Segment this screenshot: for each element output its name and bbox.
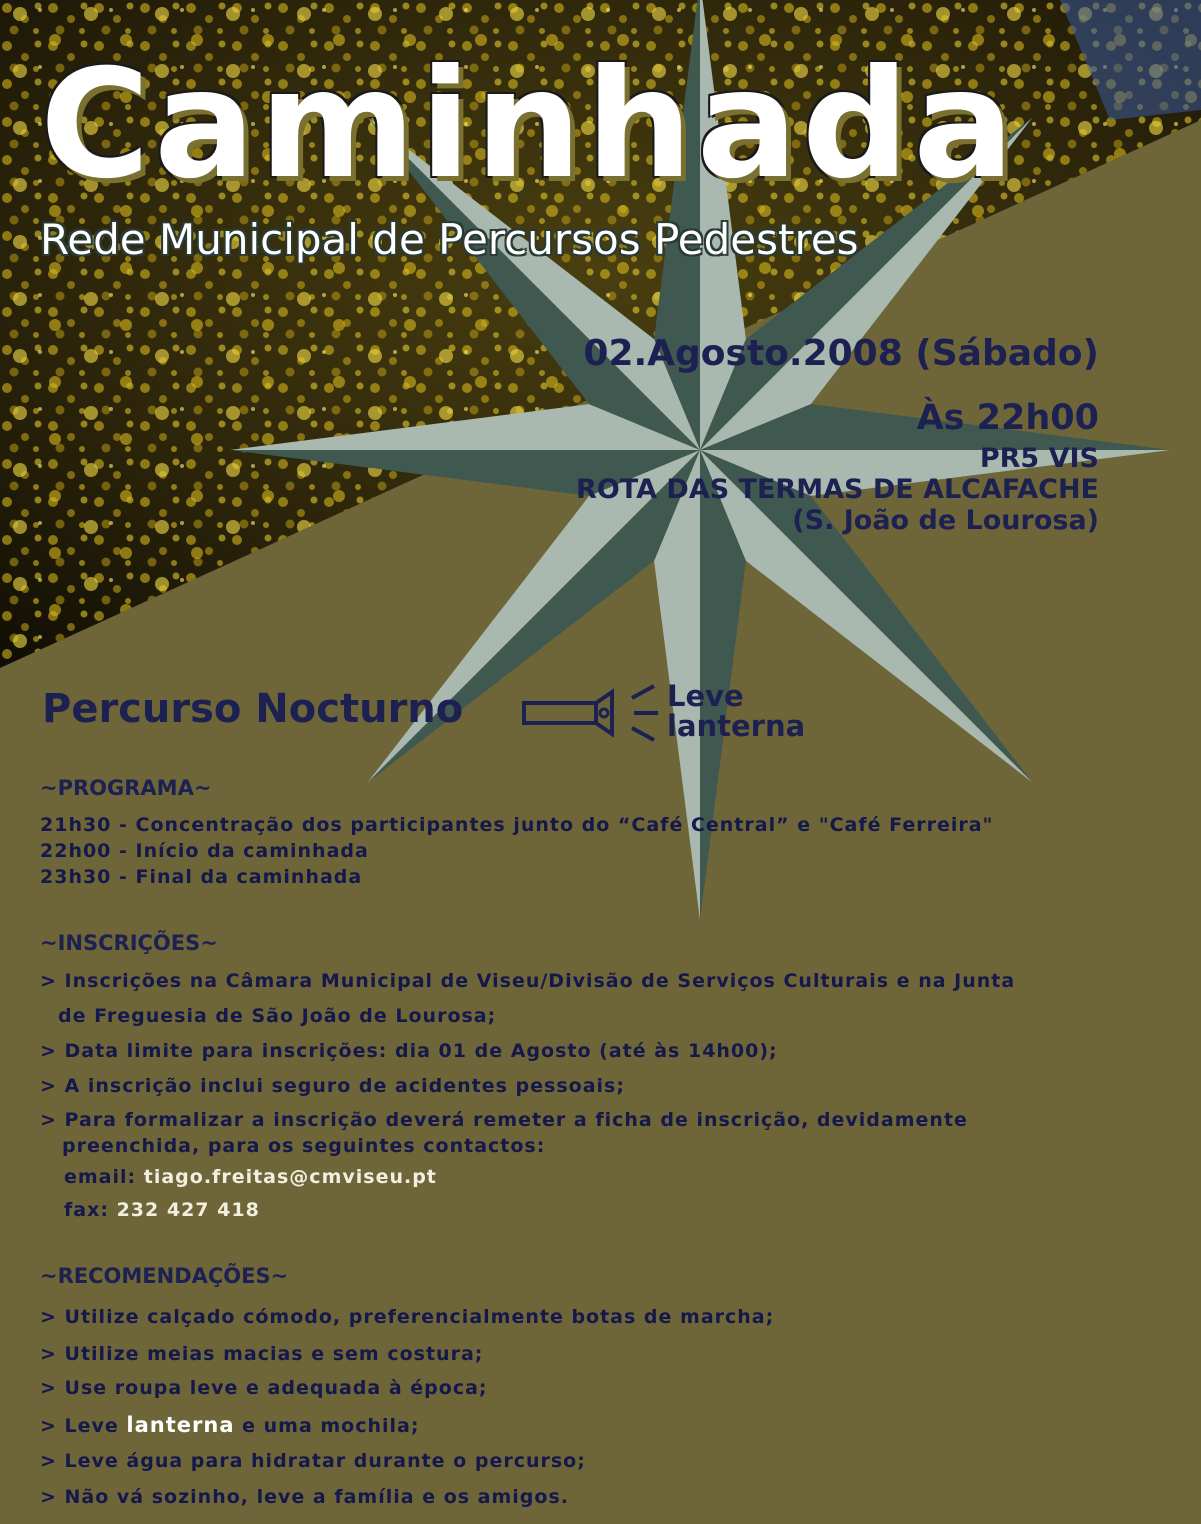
inscricoes-line: > A inscrição inclui seguro de acidentes pessoais; bbox=[40, 1075, 625, 1097]
lantern-line-1: Leve bbox=[667, 679, 744, 713]
email-address[interactable]: tiago.freitas@cmviseu.pt bbox=[143, 1166, 437, 1188]
recomendacao-highlight: lanterna bbox=[126, 1413, 235, 1437]
recomendacao-item bbox=[40, 1413, 419, 1437]
night-walk-label: Percurso Nocturno bbox=[42, 686, 464, 732]
recomendacao-item: > Leve água para hidratar durante o percurso; bbox=[40, 1450, 586, 1472]
event-subtitle: Rede Municipal de Percursos Pedestres bbox=[40, 215, 859, 264]
route-info bbox=[576, 443, 1099, 536]
recomendacao-text: > Leve bbox=[40, 1415, 127, 1437]
inscricoes-line: preenchida, para os seguintes contactos: bbox=[62, 1135, 546, 1157]
event-date: 02.Agosto.2008 (Sábado) bbox=[583, 333, 1099, 374]
fax-number: 232 427 418 bbox=[116, 1199, 260, 1221]
programa-time: 21h30 bbox=[40, 814, 112, 836]
recomendacoes-heading: ~RECOMENDAÇÕES~ bbox=[40, 1264, 289, 1288]
programa-item bbox=[40, 866, 362, 888]
inscricoes-line: > Inscrições na Câmara Municipal de Viseu/Divisão de Serviços Culturais e na Junta bbox=[40, 970, 1016, 992]
event-title: Caminhada bbox=[40, 38, 1019, 212]
lantern-line-2: lanterna bbox=[667, 709, 806, 743]
recomendacao-item: > Utilize calçado cómodo, preferencialmente botas de marcha; bbox=[40, 1306, 775, 1328]
programa-heading: ~PROGRAMA~ bbox=[40, 776, 212, 800]
email-contact bbox=[64, 1166, 437, 1188]
programa-time: 23h30 bbox=[40, 866, 112, 888]
programa-item bbox=[40, 814, 993, 836]
fax-contact bbox=[64, 1199, 260, 1221]
programa-item bbox=[40, 840, 369, 862]
recomendacao-item: > Não vá sozinho, leve a família e os amigos. bbox=[40, 1486, 569, 1508]
programa-text: - Final da caminhada bbox=[111, 866, 363, 888]
inscricoes-line: de Freguesia de São João de Lourosa; bbox=[58, 1005, 497, 1027]
route-location: (S. João de Lourosa) bbox=[792, 505, 1099, 537]
email-label: email: bbox=[64, 1166, 137, 1188]
route-code: PR5 VIS bbox=[979, 443, 1099, 474]
inscricoes-line: > Para formalizar a inscrição deverá remeter a ficha de inscrição, devidamente bbox=[40, 1109, 968, 1131]
inscricoes-line: > Data limite para inscrições: dia 01 de Agosto (até às 14h00); bbox=[40, 1040, 778, 1062]
recomendacao-item: > Utilize meias macias e sem costura; bbox=[40, 1343, 484, 1365]
programa-text: - Concentração dos participantes junto do “Café Central” e "Café Ferreira" bbox=[111, 814, 994, 836]
recomendacao-item: > Use roupa leve e adequada à época; bbox=[40, 1377, 488, 1399]
programa-text: - Início da caminhada bbox=[111, 840, 369, 862]
lantern-note bbox=[667, 681, 805, 741]
flashlight-icon bbox=[520, 678, 670, 748]
recomendacao-text: e uma mochila; bbox=[234, 1415, 420, 1437]
programa-time: 22h00 bbox=[40, 840, 112, 862]
inscricoes-heading: ~INSCRIÇÕES~ bbox=[40, 931, 218, 955]
fax-label: fax: bbox=[64, 1199, 109, 1221]
route-name: ROTA DAS TERMAS DE ALCAFACHE bbox=[576, 474, 1099, 506]
event-time: Às 22h00 bbox=[916, 398, 1099, 438]
